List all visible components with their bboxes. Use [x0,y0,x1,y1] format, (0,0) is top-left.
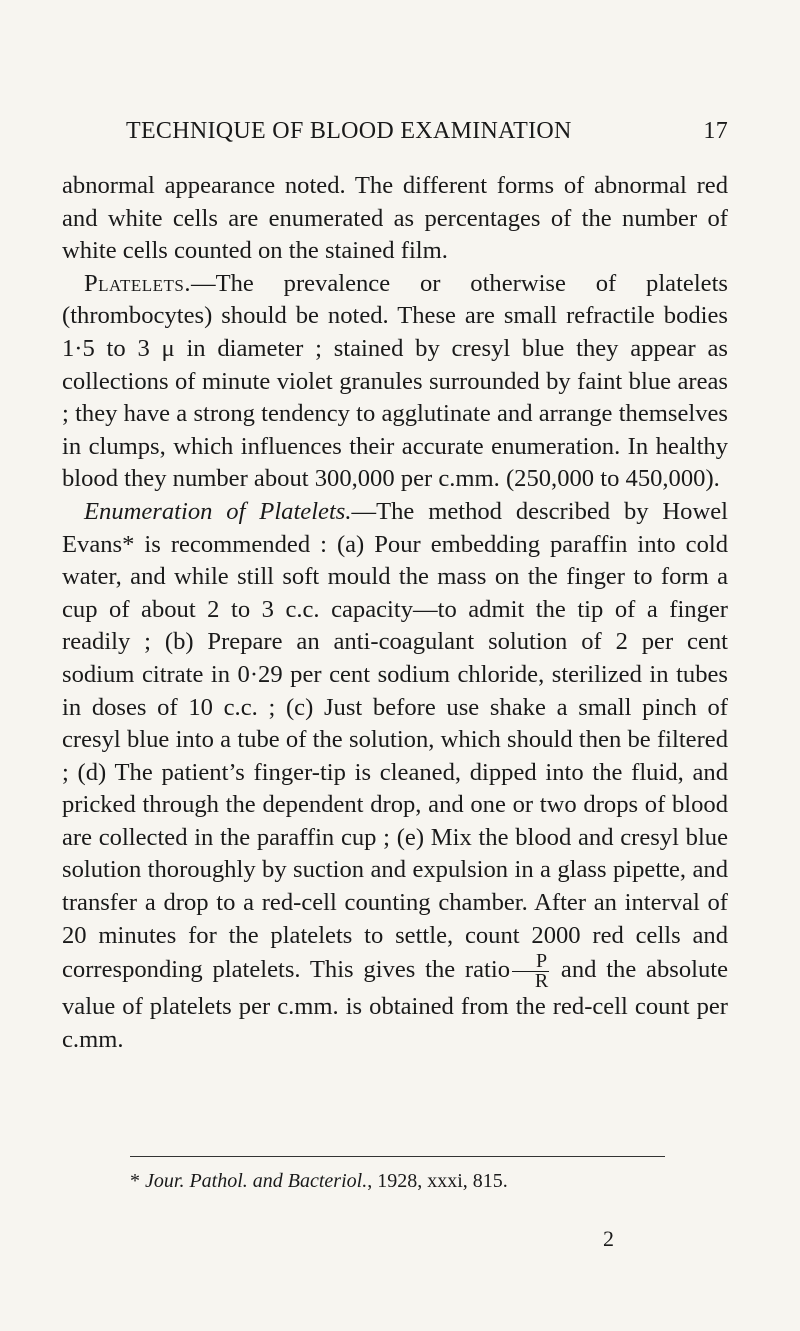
body-text [62,170,728,1056]
signature-mark: 2 [603,1226,614,1251]
footnote-marker: * [130,1170,145,1192]
fraction-numerator: P [512,952,549,972]
running-title: TECHNIQUE OF BLOOD EXAMINATION [126,118,572,144]
paragraph-enumeration [62,496,728,1057]
enumeration-text: —The method described by Howel Evans* is recommended : (a) Pour embedding paraffin into cold water, and while still soft mould the mass on the finger to form a cup of about 2 to 3 c.c. capacity—to admit the tip of a finger readily ; (b) Prepare an anti-coagulant solution of 2 per cent sodium citrate in 0·29 per cent sodium chloride, sterilized in tubes in doses of 10 c.c. ; (c) Just before use shake a small pinch of cresyl blue into a tube of the solution, which should then be filtered ; (d) The patient’s finger-tip is cleaned, dipped into the fluid, and pricked through the dependent drop, and one or two drops of blood are collected in the paraffin cup ; (e) Mix the blood and cresyl blue solution thoroughly by suction and expulsion in a glass pipette, and transfer a drop to a red-cell counting chamber. After an interval of 20 minutes for the platelets to settle, count 2000 red cells and corresponding platelets. This gives the ratio [62,497,728,984]
platelets-heading: Platelets. [84,269,191,297]
platelets-text: —The prevalence or otherwise of platelets (thrombocytes) should be noted. These are small refractile bodies 1·5 to 3 μ in diameter ; stained by cresyl blue they appear as collections of minute violet granules surrounded by faint blue areas ; they have a strong tendency to agglutinate and arrange themselves in clumps, which influences their accurate enumeration. In healthy blood they number about 300,000 per c.mm. (250,000 to 450,000). [62,269,728,493]
footnote-details: , 1928, xxxi, 815. [367,1170,508,1192]
page-number: 17 [703,118,728,144]
running-header [126,118,728,145]
paragraph-abnormal-cells: abnormal appearance noted. The different forms of abnormal red and white cells are enumerated as percentages of the number of white cells counted on the stained film. [62,172,728,265]
footnote-divider [130,1156,665,1157]
enumeration-heading: Enumeration of Platelets. [84,497,352,525]
after-fraction-text: and the absolute value of platelets per c.mm. is obtained from the red-cell count per c.mm. [62,956,728,1053]
ratio-fraction [512,952,549,991]
paragraph-platelets [62,268,728,496]
footnote-citation: Jour. Pathol. and Bacteriol. [145,1170,368,1192]
fraction-denominator: R [534,970,549,993]
footnote [130,1170,508,1193]
